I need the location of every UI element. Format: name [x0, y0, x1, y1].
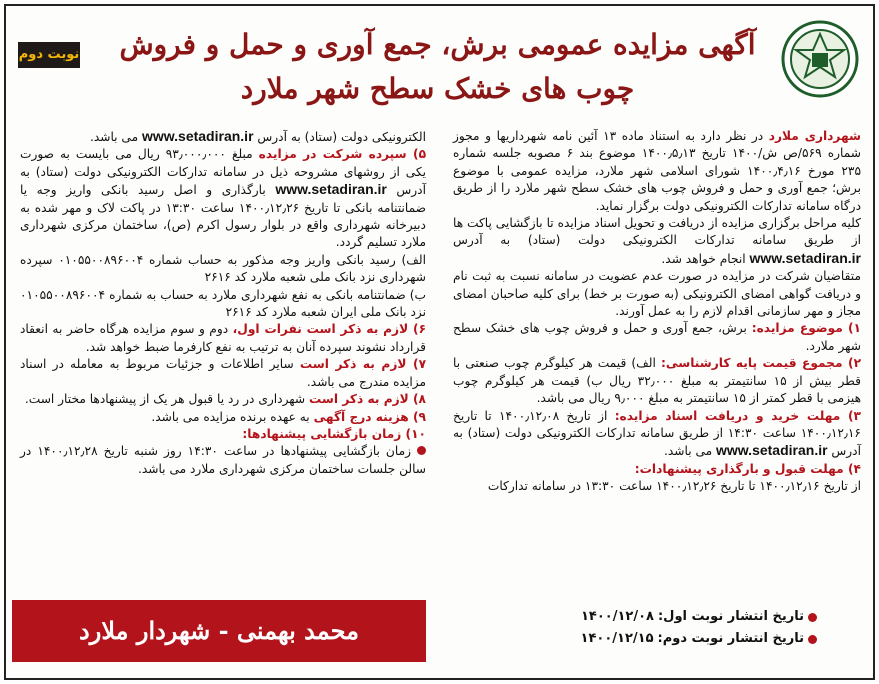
item-8-text: شهرداری در رد یا قبول هر یک از پیشنهادها مختار است. — [24, 392, 306, 407]
publish-first — [581, 606, 817, 628]
item-10-label: ۱۰) زمان بازگشایی پیشنهادها: — [242, 426, 426, 441]
item-1 — [453, 320, 861, 355]
edition-badge: نوبت دوم — [18, 42, 80, 68]
intro-lead: شهرداری ملارد — [768, 129, 862, 143]
item-5-text: مبلغ ۹۳٫۰۰۰٫۰۰۰ ریال می بایست به صورت یکی از روشهای مشروحه ذیل در سامانه تدارکات الکترونیکی دولت (ستاد) به آدرس — [20, 147, 426, 198]
item-10 — [20, 426, 426, 443]
item-2-label: ۲) مجموع قیمت پایه کارشناسی: — [661, 356, 862, 371]
item-3 — [453, 408, 861, 461]
intro-text: در نظر دارد به استناد ماده ۱۳ آئین نامه شهرداریها و مجوز شماره ۵۶۹/ص ش/۱۴۰۰ تاریخ ۱۴۰۰٫۵٫۱۳ موضوع بند ۶ مصوبه جلسه شماره ۲۳۵ مورخ ۱۴۰۰٫۴٫۱۶ شورای اسلامی شهر ملارد، مزایده عمومی با موضوع برش؛ جمع آوری و حمل و فروش چوب های خشک سطح شهر ملارد را از طریق درگاه سامانه تدارکات الکترونیکی دولت برگزار نماید. — [453, 129, 861, 213]
item-1-label: ۱) موضوع مزایده: — [751, 321, 861, 336]
item-5-cont: بارگذاری و اصل رسید بانکی واریز وجه یا ضمانتنامه بانکی تا تاریخ ۱۴۰۰٫۱۲٫۲۶ ساعت ۱۳:۳۰ در پاکت لاک و مهر شده به دبیرخانه شهرداری واقع در بلوار رسول اکرم (ص)، ساختمان مرکزی شهرداری ملارد تسلیم گردد. — [20, 183, 426, 250]
procedure-text: کلیه مراحل برگزاری مزایده از دریافت و تحویل اسناد مزایده تا بازگشایی پاکت ها از طریق سامانه تدارکات الکترونیکی دولت (ستاد) به آدرس — [453, 216, 861, 248]
continuation-end: می باشد. — [89, 130, 139, 144]
setad-link[interactable]: www.setadiran.ir — [275, 181, 387, 198]
continuation — [20, 128, 426, 146]
setad-link[interactable]: www.setadiran.ir — [142, 128, 254, 144]
item-5-label: ۵) سپرده شرکت در مزایده — [258, 147, 427, 162]
municipality-logo-icon — [781, 20, 859, 98]
item-6-label: ۶) لازم به ذکر است نفرات اول، — [232, 322, 427, 337]
item-2-text: الف) قیمت هر کیلوگرم چوب صنعتی با قطر بیش از ۱۵ سانتیمتر به مبلغ ۳۲٫۰۰۰ ریال ب) قیمت هر کیلوگرم چوب هیزمی با قطر کمتر از ۱۵ سانتیمتر به مبلغ ۹٫۰۰۰ ریال می باشد. — [453, 356, 861, 406]
publish-second — [581, 628, 817, 650]
bullet-icon — [417, 446, 426, 455]
item-7-label: ۷) لازم به ذکر است — [299, 357, 427, 372]
right-column — [453, 128, 861, 496]
item-6-text: دوم و سوم مزایده هرگاه حاضر به انعقاد قرارداد نشوند سپرده آنان به ترتیب به نفع کارفرما ضبط خواهد شد. — [20, 322, 426, 354]
procedure-end: انجام خواهد شد. — [661, 251, 746, 266]
mayor-signature-banner: محمد بهمنی - شهردار ملارد — [12, 600, 426, 662]
bullet-icon — [808, 613, 817, 622]
item-8 — [20, 391, 426, 408]
item-2 — [453, 355, 861, 407]
continuation-text: الکترونیکی دولت (ستاد) به آدرس — [257, 130, 426, 144]
item-5 — [20, 146, 426, 251]
applicants-paragraph: متقاضیان شرکت در مزایده در صورت عدم عضویت در سامانه نسبت به ثبت نام و دریافت گواهی امضای الکترونیکی (به صورت بر خط) برای کلیه صاحبان امضای مجاز و مهر سازمانی اقدام لازم را به عمل آورند. — [453, 269, 861, 319]
procedure-paragraph — [453, 215, 861, 268]
item-10-body: زمان بازگشایی پیشنهادها در ساعت ۱۴:۳۰ روز شنبه تاریخ ۱۴۰۰٫۱۲٫۲۸ در سالن جلسات ساختمان مرکزی شهرداری ملارد می باشد. — [20, 444, 426, 476]
ad-title-line2: چوب های خشک سطح شهر ملارد — [240, 72, 635, 105]
item-10-text — [20, 443, 426, 478]
advertisement-frame — [4, 4, 875, 680]
item-9-text: به عهده برنده مزایده می باشد. — [151, 409, 310, 424]
item-5-b: ب) ضمانتنامه بانکی به نفع شهرداری ملارد به حساب به شماره ۰۱۰۵۵۰۰۸۹۶۰۰۴ نزد بانک ملی ایران شعبه ملارد کد ۲۶۱۶ — [20, 287, 426, 320]
publish-first-label: تاریخ انتشار نوبت اول: — [657, 609, 804, 624]
ad-title-line1: آگهی مزایده عمومی برش، جمع آوری و حمل و فروش — [119, 28, 756, 61]
left-column — [20, 128, 426, 478]
publish-second-label: تاریخ انتشار نوبت دوم: — [657, 631, 804, 646]
setad-link[interactable]: www.setadiran.ir — [716, 442, 828, 459]
item-1-text: برش، جمع آوری و حمل و فروش چوب های خشک سطح شهر ملارد. — [453, 321, 861, 353]
publish-second-date: ۱۴۰۰/۱۲/۱۵ — [580, 631, 654, 646]
item-3-end: می باشد. — [664, 444, 713, 459]
setad-link[interactable]: www.setadiran.ir — [749, 249, 861, 266]
item-4 — [453, 461, 861, 478]
intro-paragraph — [453, 128, 861, 215]
publish-dates — [581, 606, 817, 650]
item-9 — [20, 409, 426, 426]
item-7 — [20, 356, 426, 391]
item-7-text: سایر اطلاعات و جزئیات مربوط به معامله در اسناد مزایده مندرج می باشد. — [20, 357, 426, 389]
item-4-text: از تاریخ ۱۴۰۰٫۱۲٫۱۶ تا تاریخ ۱۴۰۰٫۱۲٫۲۶ ساعت ۱۳:۳۰ در سامانه تدارکات — [487, 479, 861, 494]
publish-first-date: ۱۴۰۰/۱۲/۰۸ — [581, 609, 654, 624]
item-6 — [20, 321, 426, 356]
item-8-label: ۸) لازم به ذکر است — [309, 392, 426, 407]
bullet-icon — [808, 635, 817, 644]
item-5-a: الف) رسید بانکی واریز وجه مذکور به حساب شماره ۰۱۰۵۵۰۰۸۹۶۰۰۴ سپرده شهرداری نزد بانک ملی شعبه ملارد کد ۲۶۱۶ — [20, 252, 426, 285]
item-9-label: ۹) هزینه درج آگهی — [313, 409, 426, 424]
item-3-text: از تاریخ ۱۴۰۰٫۱۲٫۰۸ تا تاریخ ۱۴۰۰٫۱۲٫۱۶ ساعت ۱۴:۳۰ از طریق سامانه تدارکات الکترونیکی دولت (ستاد) به آدرس — [453, 408, 861, 459]
item-3-label: ۳) مهلت خرید و دریافت اسناد مزایده: — [614, 408, 861, 423]
item-4-label: ۴) مهلت قبول و بارگذاری پیشنهادات: — [634, 461, 861, 476]
